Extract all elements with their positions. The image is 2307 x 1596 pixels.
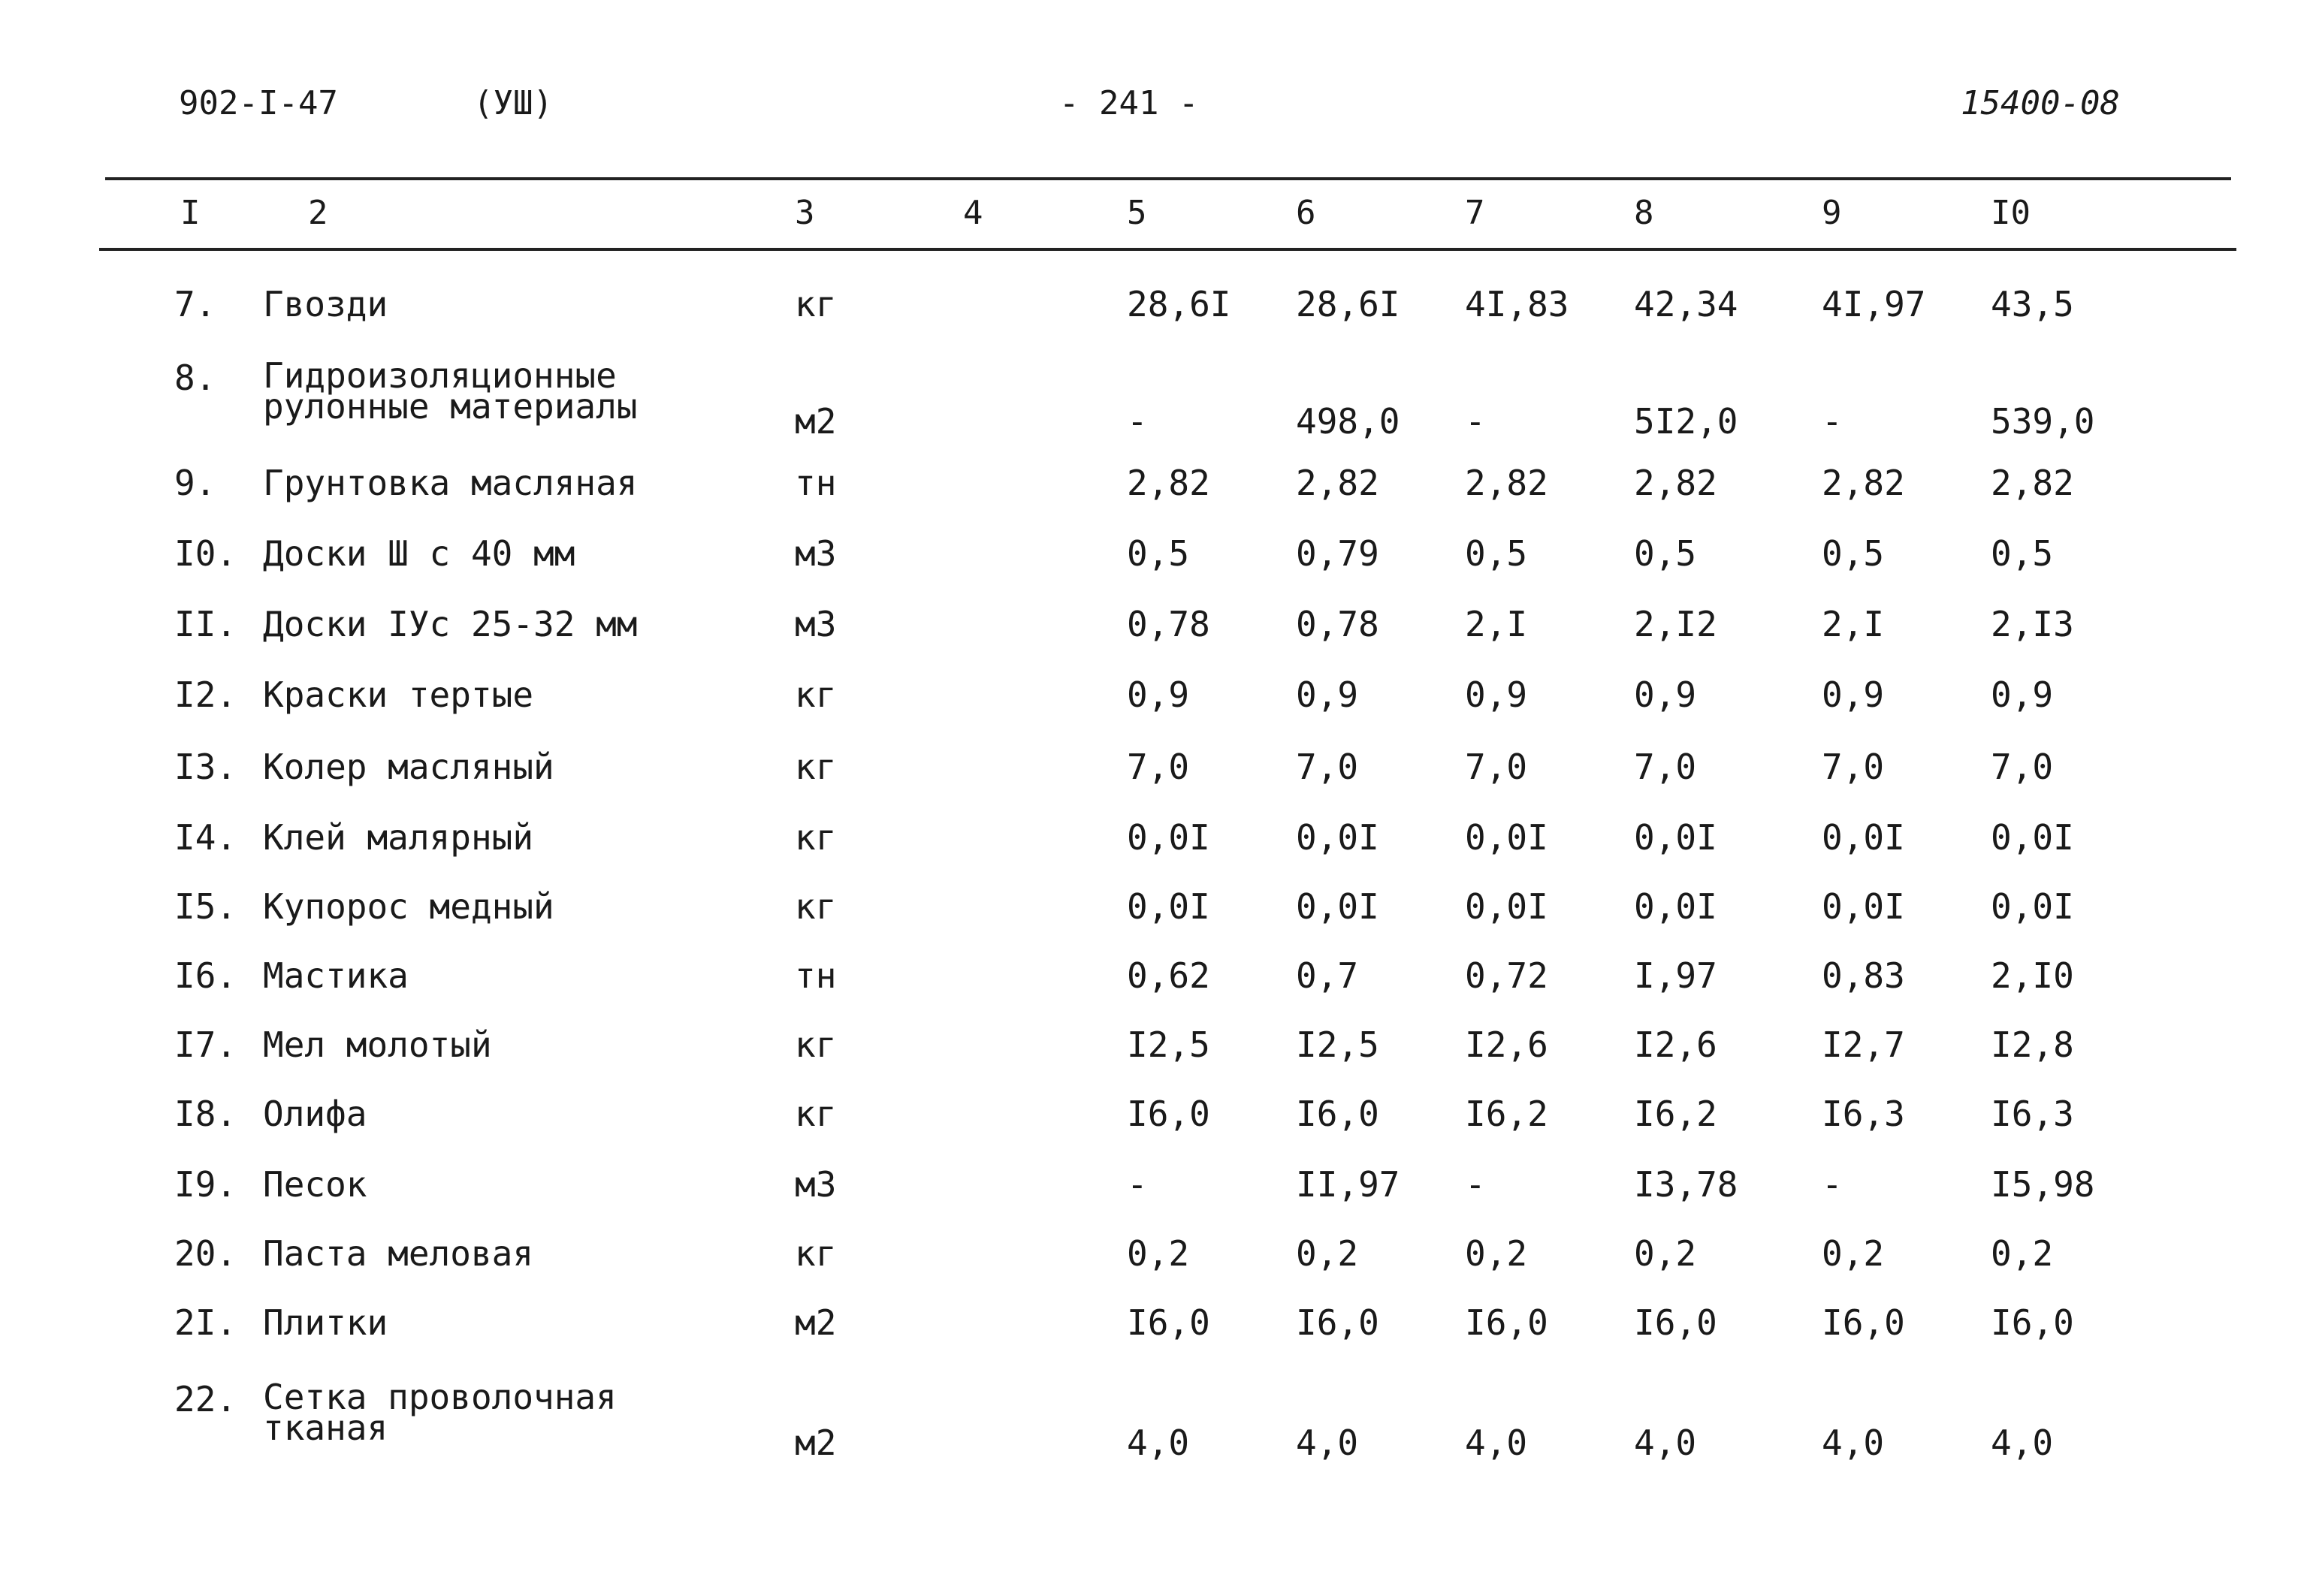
value-col-10: I6,0 [1991,1302,2074,1343]
value-col-7: 4I,83 [1465,284,1569,324]
material-name-line: Грунтовка масляная [263,463,638,503]
unit: кг [795,886,837,927]
value-col-7: - [1465,1164,1486,1205]
unit: кг [795,817,837,858]
row-number: I8. [174,1094,237,1134]
value-col-7: 0,2 [1465,1233,1528,1274]
value-col-8: I6,0 [1634,1302,1717,1343]
material-name [263,748,554,786]
material-name [263,1304,388,1341]
material-name-line-2: тканая [263,1407,388,1448]
value-col-9: 0,0I [1822,886,1905,927]
material-name [263,1235,533,1272]
value-col-6: 2,82 [1296,463,1379,503]
value-col-6: 28,6I [1296,284,1400,324]
material-name [263,819,533,856]
material-name [263,605,638,643]
value-col-8: 42,34 [1634,284,1738,324]
material-name-line: Песок [263,1164,367,1205]
value-col-8: I3,78 [1634,1164,1738,1205]
material-name-line: Колер масляный [263,747,554,787]
value-col-5: 4,0 [1127,1423,1190,1463]
row-number: I2. [174,674,237,715]
value-col-9: 0,9 [1822,674,1885,715]
value-col-6: I6,0 [1296,1302,1379,1343]
material-name-line: Олифа [263,1094,367,1134]
row-number: 2I. [174,1302,237,1343]
unit: кг [795,284,837,324]
value-col-7: 2,I [1465,604,1528,644]
material-name [263,1166,367,1203]
value-col-8: 0,2 [1634,1233,1697,1274]
column-number-7: 7 [1465,194,1485,232]
value-col-9: I6,0 [1822,1302,1905,1343]
value-col-8: 0,5 [1634,533,1697,574]
column-number-10: I0 [1991,194,2031,232]
value-col-7: 2,82 [1465,463,1548,503]
column-number-5: 5 [1127,194,1147,232]
material-name-line: Паста меловая [263,1233,534,1274]
value-col-5: - [1127,401,1148,442]
column-number-6: 6 [1296,194,1316,232]
unit: тн [795,463,837,503]
value-col-6: 0,9 [1296,674,1359,715]
value-col-9: 0,2 [1822,1233,1885,1274]
material-name [263,676,533,714]
value-col-8: 0,0I [1634,817,1717,858]
material-name-line: Плитки [263,1302,388,1343]
unit: м3 [795,604,837,644]
value-col-10: I5,98 [1991,1164,2095,1205]
material-name [263,1026,492,1063]
row-number: I3. [174,747,237,787]
material-name [263,464,638,502]
column-number-4: 4 [963,194,983,232]
row-number: 8. [174,358,216,398]
row-number: 22. [174,1379,237,1420]
value-col-7: I6,0 [1465,1302,1548,1343]
value-col-6: 4,0 [1296,1423,1359,1463]
value-col-8: 5I2,0 [1634,401,1738,442]
value-col-8: 0,9 [1634,674,1697,715]
unit: м2 [795,401,837,442]
unit: м2 [795,1423,837,1463]
value-col-5: 0,62 [1127,955,1210,996]
value-col-6: 0,7 [1296,955,1359,996]
value-col-8: I,97 [1634,955,1717,996]
column-number-2: 2 [308,194,328,232]
value-col-7: 0,9 [1465,674,1528,715]
unit: кг [795,1094,837,1134]
material-name-line: Клей малярный [263,817,534,858]
material-name [263,535,575,572]
value-col-5: 0,0I [1127,886,1210,927]
material-name [263,355,638,427]
value-col-9: 7,0 [1822,747,1885,787]
value-col-6: 0,78 [1296,604,1379,644]
volume-label: (УШ) [473,84,553,122]
value-col-6: II,97 [1296,1164,1400,1205]
value-col-7: 7,0 [1465,747,1528,787]
value-col-6: 7,0 [1296,747,1359,787]
value-col-9: I2,7 [1822,1024,1905,1065]
value-col-9: 4I,97 [1822,284,1926,324]
value-col-8: I2,6 [1634,1024,1717,1065]
unit: кг [795,1233,837,1274]
value-col-10: 2,I0 [1991,955,2074,996]
value-col-7: 0,0I [1465,817,1548,858]
value-col-8: 4,0 [1634,1423,1697,1463]
value-col-5: I2,5 [1127,1024,1210,1065]
value-col-6: I6,0 [1296,1094,1379,1134]
column-number-8: 8 [1634,194,1654,232]
value-col-10: 0,5 [1991,533,2054,574]
material-name-line: Мастика [263,955,409,996]
column-number-3: 3 [795,194,815,232]
column-number-9: 9 [1822,194,1842,232]
value-col-9: 0,83 [1822,955,1905,996]
value-col-5: 2,82 [1127,463,1210,503]
value-col-9: 2,82 [1822,463,1905,503]
row-number: 7. [174,284,216,324]
material-name-line: Гвозди [263,284,388,324]
value-col-10: 0,9 [1991,674,2054,715]
material-name [263,285,388,323]
value-col-9: - [1822,1164,1843,1205]
material-name-line: Сетка проволочная [263,1377,617,1417]
value-col-10: I2,8 [1991,1024,2074,1065]
document-code: 902-I-47 [179,84,338,122]
unit: кг [795,747,837,787]
value-col-6: 0,0I [1296,817,1379,858]
material-name-line: Гидроизоляционные [263,355,617,396]
value-col-9: 2,I [1822,604,1885,644]
material-name-line: Купорос медный [263,886,554,927]
value-col-10: 0,2 [1991,1233,2054,1274]
unit: м3 [795,1164,837,1205]
row-number: 20. [174,1233,237,1274]
unit: тн [795,955,837,996]
row-number: I6. [174,955,237,996]
unit: м2 [795,1302,837,1343]
row-number: 9. [174,463,216,503]
value-col-5: 28,6I [1127,284,1231,324]
material-name-line: Мел молотый [263,1024,492,1065]
value-col-10: 0,0I [1991,886,2074,927]
value-col-9: 0,5 [1822,533,1885,574]
value-col-5: - [1127,1164,1148,1205]
value-col-10: 2,82 [1991,463,2074,503]
row-number: I5. [174,886,237,927]
value-col-7: 0,0I [1465,886,1548,927]
value-col-10: I6,3 [1991,1094,2074,1134]
value-col-7: - [1465,401,1486,442]
value-col-5: 0,9 [1127,674,1190,715]
value-col-8: 2,82 [1634,463,1717,503]
value-col-5: 0,2 [1127,1233,1190,1274]
value-col-9: I6,3 [1822,1094,1905,1134]
page-number: - 241 - [1059,84,1199,122]
material-name-line: Краски тертые [263,674,534,715]
value-col-9: 0,0I [1822,817,1905,858]
value-col-6: 0,2 [1296,1233,1359,1274]
value-col-5: I6,0 [1127,1094,1210,1134]
value-col-9: 4,0 [1822,1423,1885,1463]
sheet-number: 15400-08 [1961,84,2120,122]
material-name [263,1095,367,1133]
row-number: I4. [174,817,237,858]
value-col-10: 0,0I [1991,817,2074,858]
row-number: I0. [174,533,237,574]
material-name [263,1377,617,1448]
value-col-10: 2,I3 [1991,604,2074,644]
material-name [263,957,409,994]
value-col-8: 2,I2 [1634,604,1717,644]
material-name-line: Доски IУс 25-32 мм [263,604,638,644]
value-col-6: 0,79 [1296,533,1379,574]
value-col-5: 0,5 [1127,533,1190,574]
value-col-6: 0,0I [1296,886,1379,927]
value-col-7: 0,72 [1465,955,1548,996]
value-col-10: 539,0 [1991,401,2095,442]
value-col-10: 4,0 [1991,1423,2054,1463]
unit: м3 [795,533,837,574]
material-name [263,888,554,925]
value-col-10: 43,5 [1991,284,2074,324]
material-name-line-2: рулонные материалы [263,386,638,427]
value-col-8: 7,0 [1634,747,1697,787]
unit: кг [795,1024,837,1065]
value-col-7: I6,2 [1465,1094,1548,1134]
material-name-line: Доски Ш с 40 мм [263,533,575,574]
value-col-6: I2,5 [1296,1024,1379,1065]
row-number: II. [174,604,237,644]
value-col-8: I6,2 [1634,1094,1717,1134]
value-col-10: 7,0 [1991,747,2054,787]
value-col-7: 4,0 [1465,1423,1528,1463]
row-number: I9. [174,1164,237,1205]
value-col-5: I6,0 [1127,1302,1210,1343]
value-col-7: 0,5 [1465,533,1528,574]
value-col-5: 0,0I [1127,817,1210,858]
value-col-5: 0,78 [1127,604,1210,644]
value-col-5: 7,0 [1127,747,1190,787]
value-col-8: 0,0I [1634,886,1717,927]
row-number: I7. [174,1024,237,1065]
value-col-6: 498,0 [1296,401,1400,442]
value-col-7: I2,6 [1465,1024,1548,1065]
unit: кг [795,674,837,715]
value-col-9: - [1822,401,1843,442]
column-number-1: I [180,194,201,232]
